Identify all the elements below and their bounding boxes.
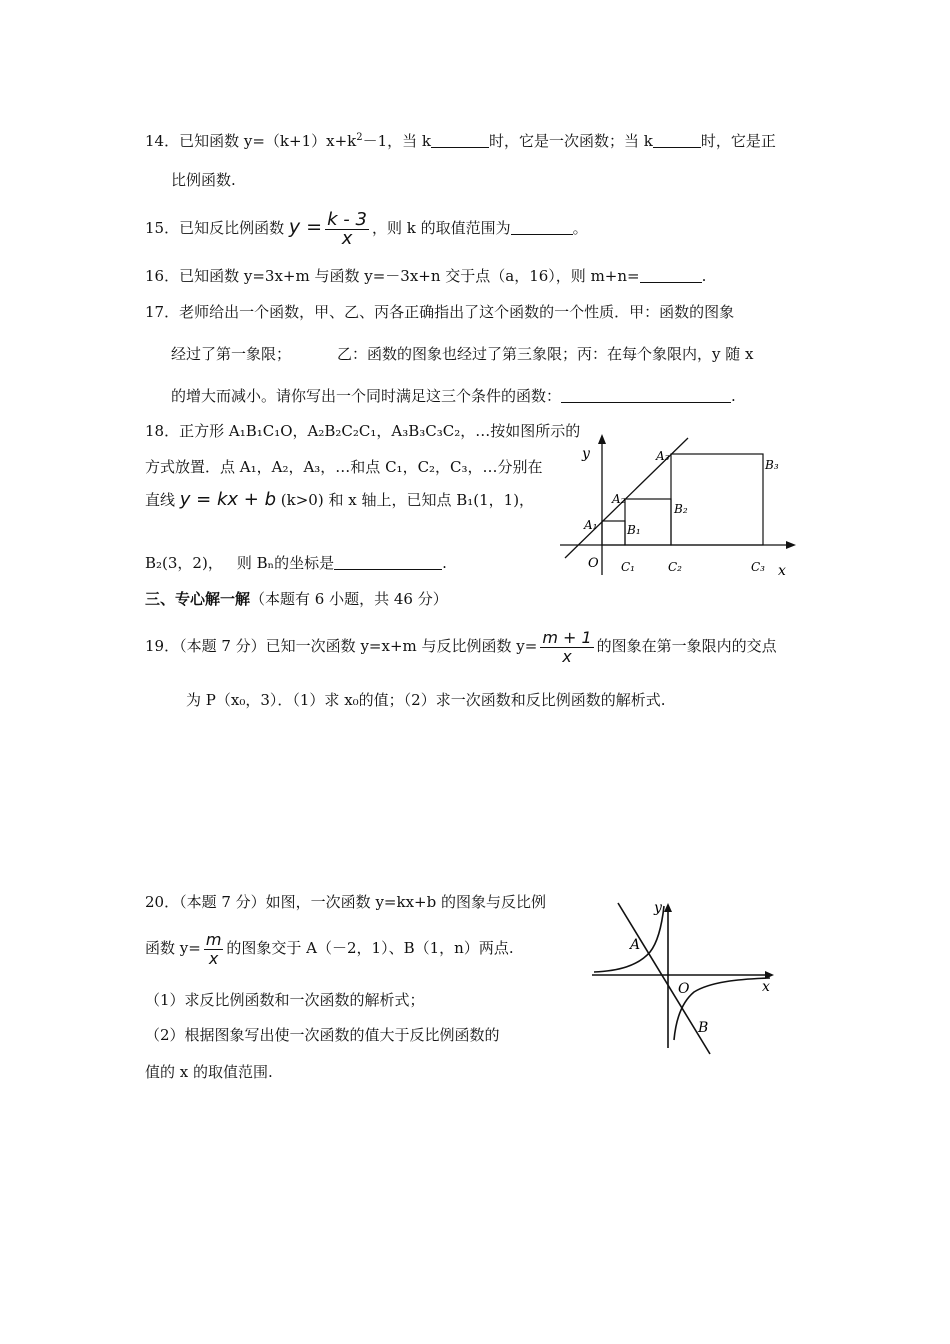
q20-part2: （2）根据图象写出使一次函数的值大于反比例函数的 [145,1026,500,1044]
q17-line2 [171,344,754,364]
q14-text-a: 已知函数 y=（k+1）x+k [179,132,357,150]
fig20-label-B: B [698,1020,709,1036]
fig18-label-y: y [582,446,590,462]
q14-superscript: 2 [356,132,363,143]
q18-figure [560,430,800,580]
q14-blank-1[interactable] [431,133,489,148]
fig18-label-B2: B₂ [674,502,688,516]
q15-text-b: ，则 k 的取值范围为 [371,219,511,237]
q15-line [145,208,588,248]
q18-end: . [442,554,447,572]
q20-number: 20． [145,893,180,911]
q19-line2: 为 P（x₀，3）．（1）求 x₀的值；（2）求一次函数和反比例函数的解析式. [186,691,666,709]
q19-number: 19． [145,637,180,655]
q19-fraction [540,629,593,666]
q17-text-2a: 经过了第一象限； [171,345,292,363]
fig18-label-A2: A₂ [612,492,626,506]
q19-line1 [145,628,777,668]
q16-line [145,266,706,286]
q18-text-3a: 直线 [145,491,176,509]
fig20-label-O: O [678,981,690,997]
q20-part2b: 值的 x 的取值范围. [145,1063,273,1081]
q18-line4 [145,553,447,573]
q17-line3 [171,386,736,406]
q15-blank[interactable] [511,220,573,235]
q20-text-2b: 的图象交于 A（－2，1）、B（1，n）两点. [226,939,514,957]
q14-number: 14． [145,132,180,150]
fig18-label-A3: A₃ [656,449,670,463]
fig20-label-y: y [654,900,662,916]
fig20-label-x: x [762,979,770,995]
q18-number: 18． [145,422,180,440]
q20-numerator: m [205,929,222,949]
fig20-label-A: A [630,937,641,953]
q16-end: . [701,267,707,285]
fig20-line [618,903,710,1054]
q20-part1: （1）求反比例函数和一次函数的解析式； [145,991,425,1009]
q18-line1 [145,421,580,441]
q14-line1 [145,128,776,151]
q18-line-equation: y = kx + b [179,489,277,510]
q15-text-a: 已知反比例函数 [179,219,285,237]
q16-number: 16． [145,267,180,285]
q19-numerator: m + 1 [542,627,592,647]
q17-end: . [731,387,736,405]
fig20-y-arrow [664,903,672,912]
q20-text-2a: 函数 y= [145,939,201,957]
q18-text-4a: B₂(3，2)， [145,554,223,572]
q15-numerator: k - 3 [327,208,367,230]
q14-line2: 比例函数. [171,171,236,189]
q15-fraction [325,208,369,249]
q20-line1 [145,892,546,912]
q18-line3 [145,490,534,510]
q15-number: 15． [145,219,180,237]
section3-note: （本题有 6 小题，共 46 分） [250,590,448,608]
q17-blank[interactable] [561,388,731,403]
q20-line2 [145,930,514,970]
q19-text-b: 的图象在第一象限内的交点 [596,637,777,655]
q20-denominator: x [208,948,219,968]
q20-text-1: （本题 7 分）如图，一次函数 y=kx+b 的图象与反比例 [179,893,546,911]
fig18-label-C1: C₁ [621,560,635,574]
q18-text-4b: 则 Bₙ的坐标是 [236,554,335,572]
q17-number: 17． [145,303,180,321]
fig18-label-x: x [778,563,786,579]
q18-line2: 方式放置．点 A₁，A₂，A₃，…和点 C₁，C₂，C₃，…分别在 [145,458,543,476]
fig18-y-arrow [598,434,606,444]
q15-denominator: x [341,227,353,249]
q18-text-1: 正方形 A₁B₁C₁O，A₂B₂C₂C₁，A₃B₃C₃C₂，…按如图所示的 [179,422,581,440]
section3-heading [145,589,448,609]
q17-text-2b: 乙：函数的图象也经过了第三象限；丙：在每个象限内，y 随 x [337,345,754,363]
q14-text-b: －1，当 k [362,132,432,150]
q14-blank-2[interactable] [653,133,701,148]
fig18-label-C2: C₂ [668,560,682,574]
fig18-label-C3: C₃ [751,560,765,574]
q16-blank[interactable] [640,268,702,283]
fig18-square-3 [671,454,763,545]
q20-fraction [204,931,224,968]
q14-text-d: 时，它是正 [700,132,776,150]
fig18-x-arrow [786,541,796,549]
q15-equation-lhs: y = [288,216,323,238]
fig18-square-1 [602,521,625,545]
section3-title: 三、专心解一解 [145,590,251,608]
fig18-label-O: O [588,556,599,571]
q16-text: 已知函数 y=3x+m 与函数 y=－3x+n 交于点（a，16），则 m+n= [179,267,640,285]
fig18-label-A1: A₁ [584,518,598,532]
fig18-square-2 [625,499,671,545]
q19-text-a: （本题 7 分）已知一次函数 y=x+m 与反比例函数 y= [179,637,538,655]
q17-text-3: 的增大而减小。请你写出一个同时满足这三个条件的函数： [171,387,562,405]
fig18-label-B3: B₃ [765,458,779,472]
q20-figure [588,898,778,1058]
q19-denominator: x [562,646,572,666]
fig18-label-B1: B₁ [627,523,641,537]
q18-blank[interactable] [334,555,442,570]
q14-text-c: 时，它是一次函数；当 k [489,132,653,150]
q17-text-1: 老师给出一个函数，甲、乙、丙各正确指出了这个函数的一个性质．甲：函数的图象 [179,303,735,321]
q15-text-c: 。 [572,219,588,237]
q18-text-3b: (k>0) 和 x 轴上，已知点 B₁(1，1)， [280,491,535,509]
q17-line1 [145,302,734,322]
